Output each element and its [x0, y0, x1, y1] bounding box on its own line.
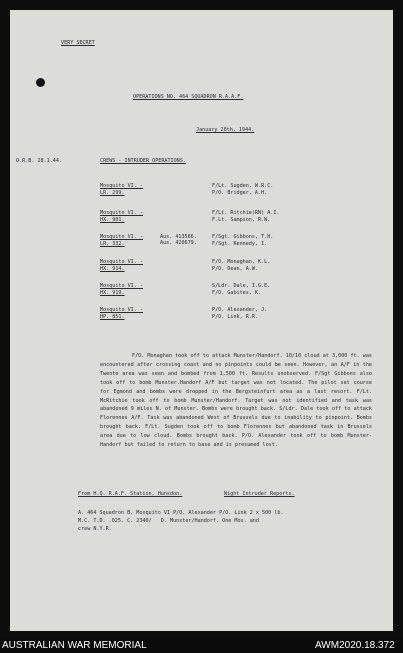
crew-navigator: P/O. Dean, A.W. [212, 266, 259, 272]
service-numbers: Aus. 413566. Aus. 420679. [160, 234, 197, 246]
classification: VERY SECRET [61, 40, 95, 46]
archive-name: AUSTRALIAN WAR MEMORIAL [2, 640, 147, 651]
aircraft-serial: HX. 901. [100, 217, 125, 223]
aircraft-type: Mosquito VI. - [100, 283, 143, 289]
crew-pilot: F/Sgt. Gibbons, T.H. [212, 234, 274, 240]
document-title: OPERATIONS NO. 464 SQUADRON R.A.A.F. [133, 94, 244, 100]
orb-reference: O.R.B. 28.1.44. [16, 158, 63, 164]
document-page [10, 10, 393, 631]
aircraft-serial: HP. 851. [100, 314, 125, 320]
archive-reference: AWM2020.18.372 [315, 640, 395, 651]
aircraft-serial: HX. 919. [100, 290, 125, 296]
crew-navigator: P/O. Link, R.R. [212, 314, 259, 320]
aircraft-serial: LR. 299. [100, 190, 125, 196]
aircraft-serial: HX. 914. [100, 266, 125, 272]
aircraft-type: Mosquito VI. - [100, 234, 143, 240]
crew-pilot: S/Ldr. Dale, I.G.E. [212, 283, 271, 289]
report-subheading: Night Intruder Reports. [224, 491, 295, 497]
crew-pilot: P/O. Alexander, J. [212, 307, 268, 313]
report-heading: From H.Q. R.A.F. Station, Hunsdon. [78, 491, 183, 497]
aircraft-type: Mosquito VI. - [100, 259, 143, 265]
report-line: A. 464 Squadron B. Mosquito VI P/O. Alexander P/O. Link 2 x 500 lb. [78, 510, 284, 516]
section-heading: CREWS - INTRUDER OPERATIONS. [100, 158, 186, 164]
aircraft-type: Mosquito VI. - [100, 183, 143, 189]
report-line: M.C. T.D. .025. C. 2340/ D. Munster/Handorf. One Mos. and [78, 518, 259, 524]
archive-footer [0, 638, 403, 653]
aircraft-serial: LR. 332. [100, 241, 125, 247]
crew-navigator: F.Lt. Sampson, R.W. [212, 217, 271, 223]
crew-navigator: P/O. Bridger, A.H. [212, 190, 268, 196]
crew-pilot: F/Lt. Ritchie(RN) A.I. [212, 210, 280, 216]
aircraft-type: Mosquito VI. - [100, 210, 143, 216]
crew-pilot: F/Lt. Sugden, W.R.C. [212, 183, 274, 189]
report-line: crew N.Y.R. [78, 526, 112, 532]
aircraft-type: Mosquito VI. - [100, 307, 143, 313]
narrative-paragraph: F/O. Monaghan took off to attack Munster/Handorf. 10/10 cloud at 3,000 ft. was encountered after crossing coast and no pinpoints could be seen. However, an A/F in the Twente area was seen and bombed from 1,500 ft. Results unobserved. F/Sgt Gibbons also took off to bomb Munster.Handorf A/F but target was not located. The pilot set course for Egmond and bombs were dropped in the Bergsteinfurt area as a last resort. F/Lt. McRitchie took off to bomb Munster/Handorf. Target was not identified and task was abandoned 9 miles N. of Munster. Bombs were brought back. S/Ldr. Dale took off to attack Florennes A/F. Task was abandoned West of Brussels due to inability to pinpoint. Bombs brought back. F/Lt. Sugden took off to bomb Florennes but abandoned task in Brussels area due to low cloud. Bombs brought back. P/O. Alexander took off to bomb Munster-Handorf but failed to return to base and is presumed lost. [100, 353, 372, 449]
punch-hole [36, 78, 45, 87]
crew-navigator: F/O. Gabites, K. [212, 290, 262, 296]
document-date: January 28th, 1944. [196, 127, 255, 133]
crew-navigator: F/Sgt. Kennedy, I. [212, 241, 268, 247]
crew-pilot: F/O. Monaghan, K.L. [212, 259, 271, 265]
